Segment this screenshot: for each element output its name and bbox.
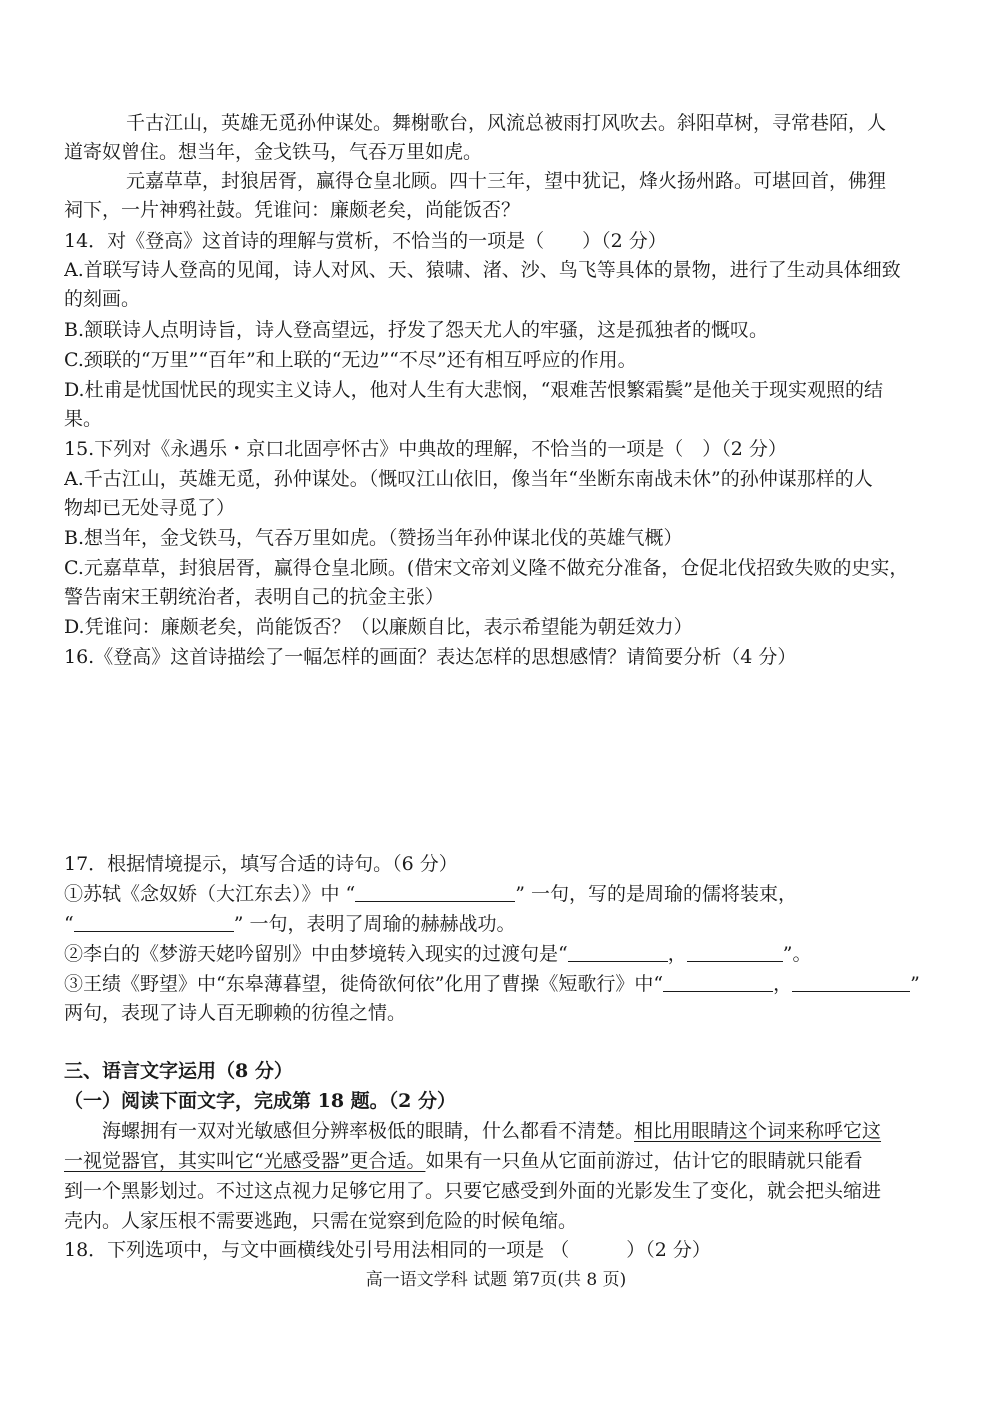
text: ， [667, 943, 687, 965]
question-17-item-1 [64, 880, 930, 908]
fill-blank[interactable] [74, 913, 234, 932]
text: ③王绩《野望》中“东皋薄暮望，徙倚欲何依”化用了曹操《短歌行》中“ [64, 973, 664, 995]
question-16-stem: 16.《登高》这首诗描绘了一幅怎样的画面？表达怎样的思想感情？请简要分析（4 分） [64, 646, 797, 668]
fill-blank[interactable] [568, 943, 668, 962]
poem-line: 道寄奴曾住。想当年，金戈铁马，气吞万里如虎。 [64, 141, 483, 163]
section-subtitle: （一）阅读下面文字，完成第 18 题。（2 分） [64, 1090, 457, 1112]
fill-blank[interactable] [792, 973, 910, 992]
question-15-stem: 15.下列对《永遇乐・京口北固亭怀古》中典故的理解，不恰当的一项是（ ）（2 分） [64, 438, 787, 460]
question-15-option-a: A.千古江山，英雄无觅，孙仲谋处。（慨叹江山依旧，像当年“坐断东南战未休”的孙仲谋那样的人 [64, 468, 873, 490]
text: ” [910, 973, 920, 995]
question-14-option-a: A.首联写诗人登高的见闻，诗人对风、天、猿啸、渚、沙、鸟飞等具体的景物，进行了生动具体细致 [64, 259, 901, 281]
question-17-item-1-cont [64, 910, 930, 938]
question-15-option-a-cont: 物却已无处寻觅了） [64, 497, 236, 519]
underlined-text: 一视觉器官，其实叫它“光感受器”更合适。 [64, 1150, 426, 1172]
page-footer: 高一语文学科 试题 第7页(共 8 页) [365, 1270, 627, 1290]
text: ” 一句，写的是周瑜的儒将装束， [515, 883, 798, 905]
passage-line [64, 1147, 930, 1175]
underlined-text: 相比用眼睛这个词来称呼它这 [634, 1120, 882, 1142]
text: ”。 [782, 943, 812, 965]
fill-blank[interactable] [355, 883, 515, 902]
passage-line: 壳内。人家压根不需要逃跑，只需在觉察到危险的时候龟缩。 [64, 1210, 578, 1232]
poem-line: 元嘉草草，封狼居胥，赢得仓皇北顾。四十三年，望中犹记，烽火扬州路。可堪回首，佛狸 [126, 170, 887, 192]
question-14-option-a-cont: 的刻画。 [64, 288, 141, 310]
question-14-option-d-cont: 果。 [64, 408, 103, 430]
question-17-stem: 17．根据情境提示，填写合适的诗句。（6 分） [64, 853, 458, 875]
question-15-option-c: C.元嘉草草，封狼居胥，赢得仓皇北顾。(借宋文帝刘义隆不做充分准备，仓促北伐招致失败的史实， [64, 557, 909, 579]
question-14-stem: 14．对《登高》这首诗的理解与赏析，不恰当的一项是（ ）（2 分） [64, 230, 667, 252]
section-title: 三、语言文字运用（8 分） [64, 1060, 293, 1082]
question-15-option-c-cont: 警告南宋王朝统治者，表明自己的抗金主张） [64, 586, 445, 608]
question-14-option-b: B.颔联诗人点明诗旨，诗人登高望远，抒发了怨天尤人的牢骚，这是孤独者的慨叹。 [64, 319, 769, 341]
passage-line [102, 1117, 930, 1145]
question-17-item-2 [64, 940, 930, 968]
question-18-stem: 18．下列选项中，与文中画横线处引号用法相同的一项是 （ ）（2 分） [64, 1239, 711, 1261]
answer-space[interactable] [64, 675, 930, 845]
question-15-option-b: B.想当年，金戈铁马，气吞万里如虎。（赞扬当年孙仲谋北伐的英雄气概） [64, 527, 683, 549]
text: ” 一句，表明了周瑜的赫赫战功。 [233, 913, 516, 935]
text: ， [773, 973, 793, 995]
fill-blank[interactable] [663, 973, 773, 992]
passage-line: 到一个黑影划过。不过这点视力足够它用了。只要它感受到外面的光影发生了变化，就会把头缩进 [64, 1180, 882, 1202]
fill-blank[interactable] [687, 943, 783, 962]
text: 如果有一只鱼从它面前游过，估计它的眼睛就只能看 [425, 1150, 863, 1172]
question-14-option-d: D.杜甫是忧国忧民的现实主义诗人，他对人生有大悲悯，“艰难苦恨繁霜鬓”是他关于现实观照的结 [64, 379, 884, 401]
poem-line: 祠下，一片神鸦社鼓。凭谁问：廉颇老矣，尚能饭否？ [64, 199, 521, 221]
question-17-item-3-cont: 两句，表现了诗人百无聊赖的彷徨之情。 [64, 1002, 407, 1024]
question-14-option-c: C.颈联的“万里”“百年”和上联的“无边”“不尽”还有相互呼应的作用。 [64, 349, 637, 371]
poem-line: 千古江山，英雄无觅孙仲谋处。舞榭歌台，风流总被雨打风吹去。斜阳草树，寻常巷陌，人 [126, 112, 887, 134]
text: 海螺拥有一双对光敏感但分辨率极低的眼睛，什么都看不清楚。 [102, 1120, 635, 1142]
text: ①苏轼《念奴娇（大江东去）》中 “ [64, 883, 356, 905]
text: “ [64, 913, 74, 935]
question-17-item-3 [64, 970, 930, 998]
text: ②李白的《梦游天姥吟留别》中由梦境转入现实的过渡句是“ [64, 943, 568, 965]
question-15-option-d: D.凭谁问：廉颇老矣，尚能饭否？（以廉颇自比，表示希望能为朝廷效力） [64, 616, 693, 638]
